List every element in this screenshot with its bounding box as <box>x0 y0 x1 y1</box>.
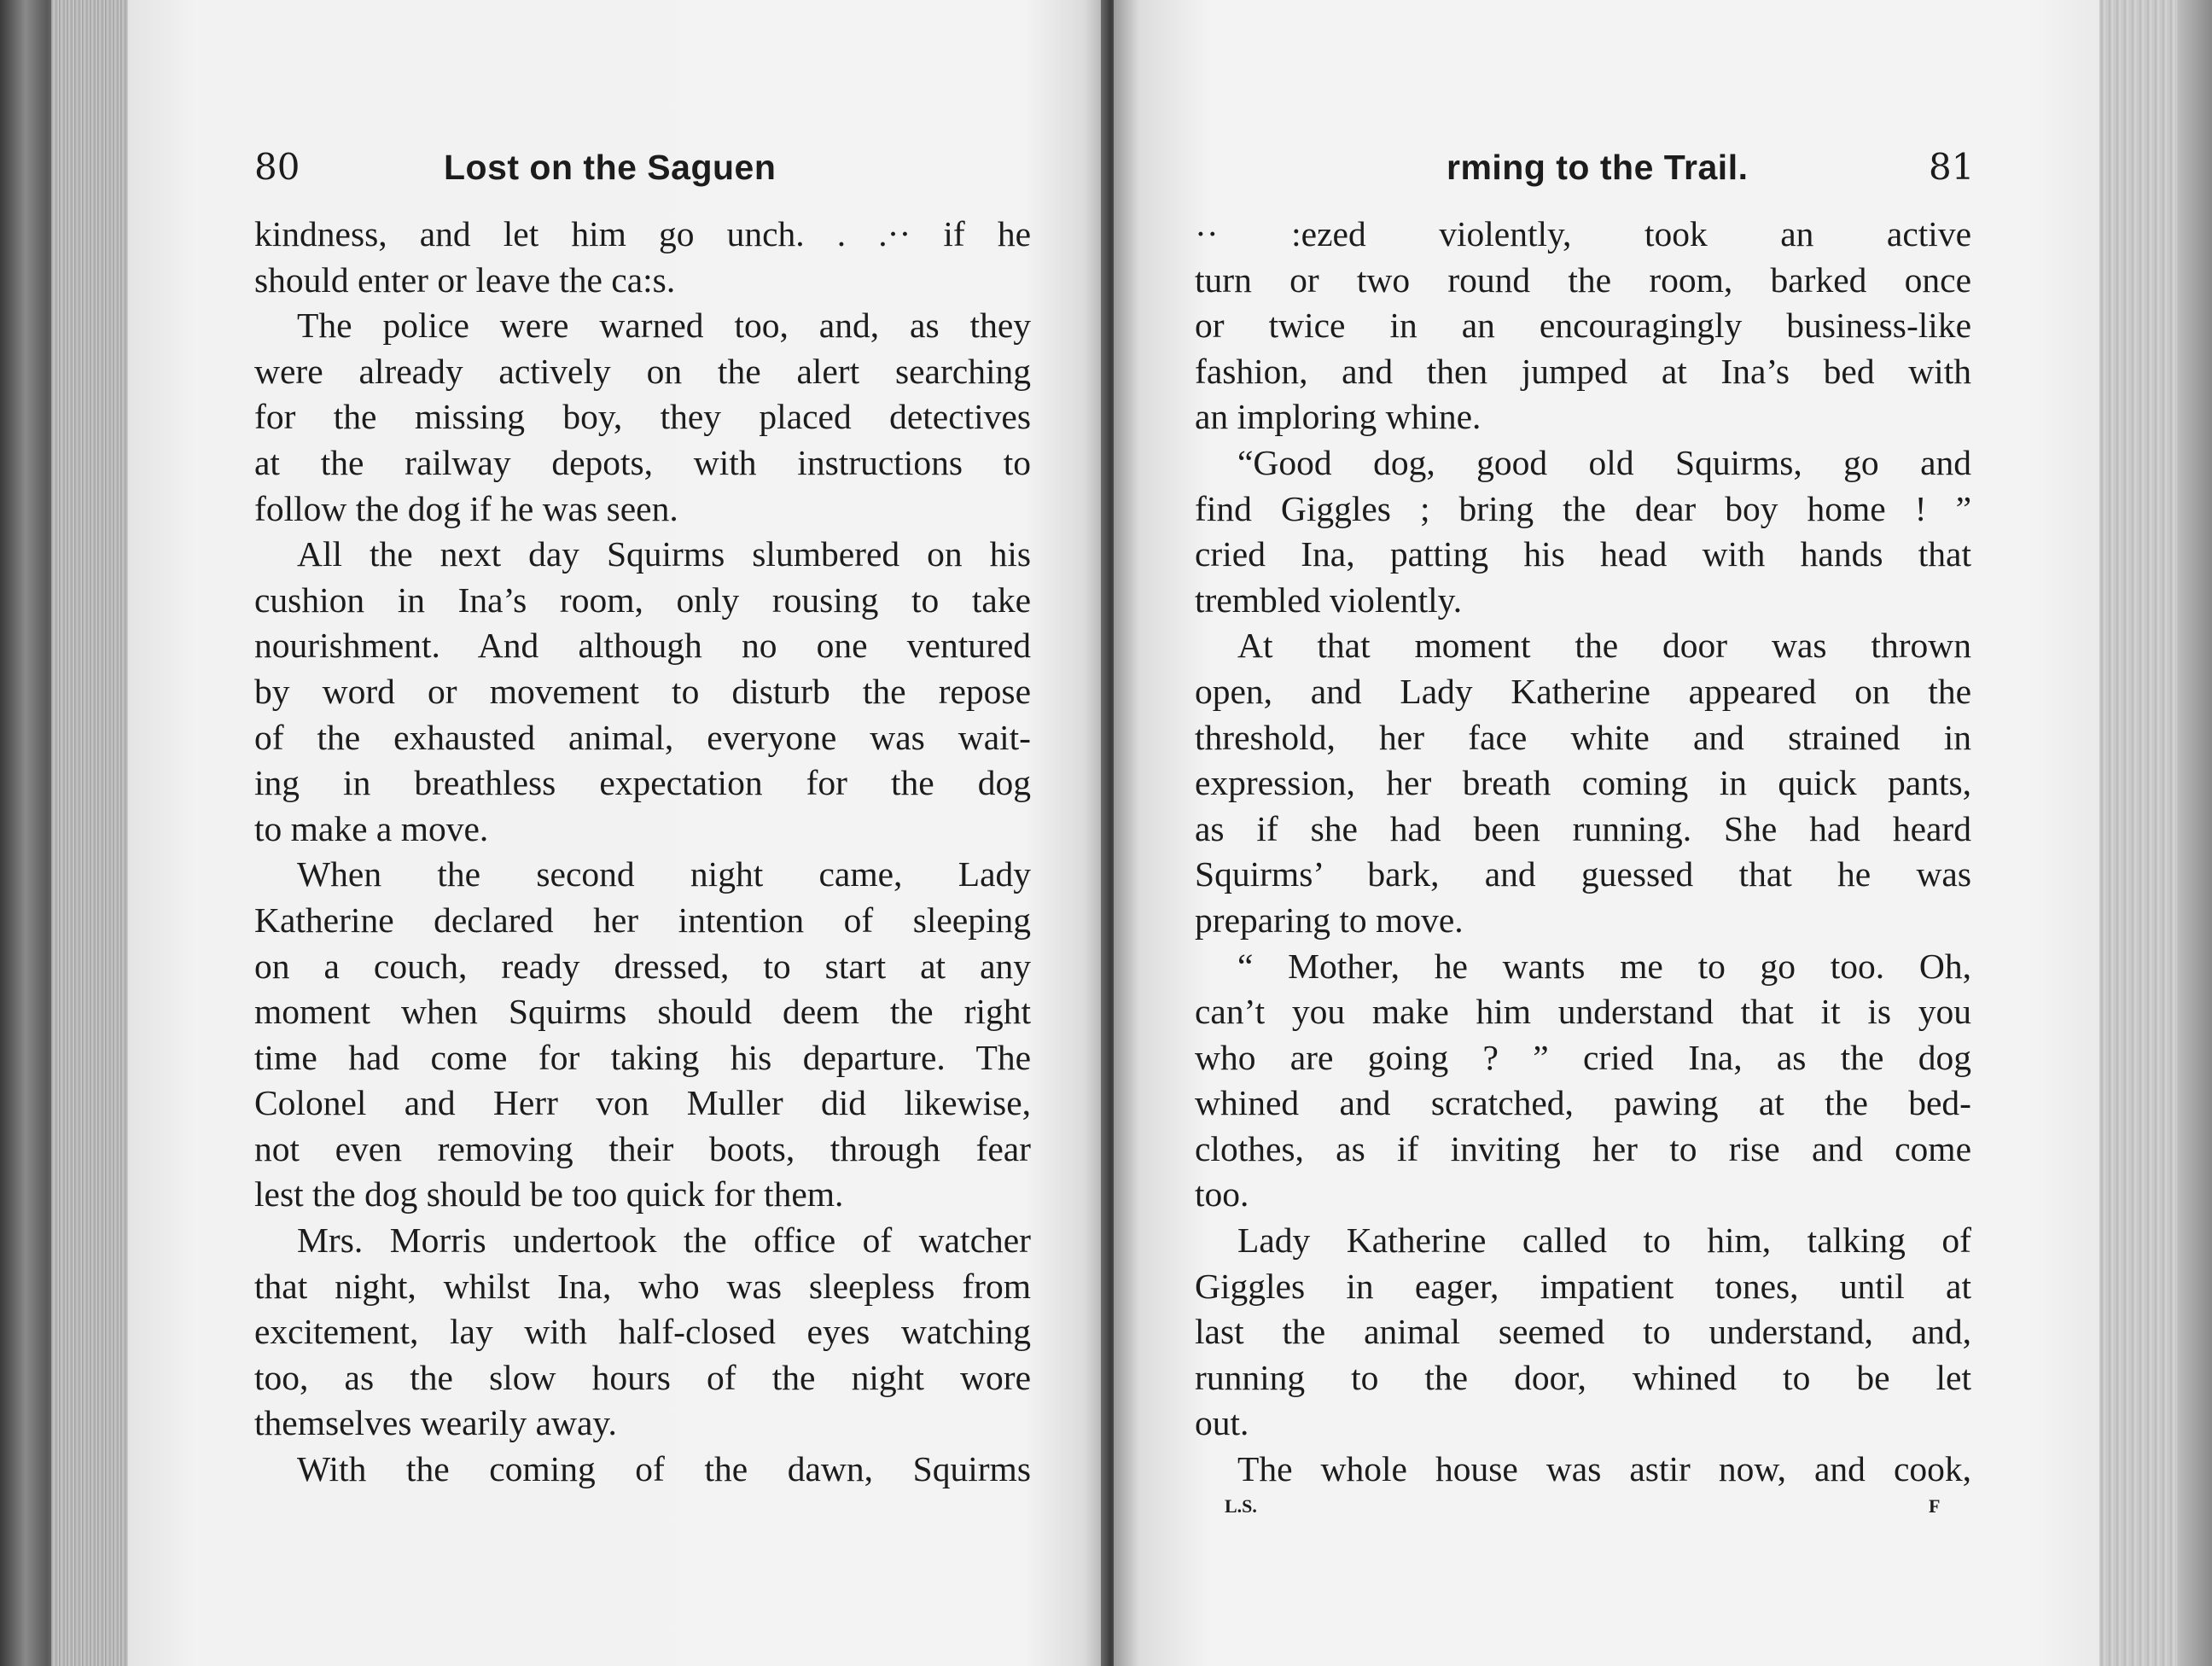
left-running-head: Lost on the Saguen <box>444 148 777 187</box>
text-line: cried Ina, patting his head with hands that <box>1195 534 1971 574</box>
text-line: lest the dog should be too quick for them. <box>254 1174 844 1215</box>
text-line: running to the door, whined to be let <box>1195 1357 1971 1397</box>
text-line: that night, whilst Ina, who was sleepless from <box>254 1266 1031 1306</box>
text-line: at the railway depots, with instructions to <box>254 442 1031 482</box>
text-line: for the missing boy, they placed detectives <box>254 397 1031 437</box>
text-line: Squirms’ bark, and guessed that he was <box>1195 854 1971 894</box>
text-line: last the animal seemed to understand, and, <box>1195 1312 1971 1352</box>
text-line: The whole house was astir now, and cook, <box>1237 1449 1971 1489</box>
text-line: to make a move. <box>254 808 489 848</box>
text-line: of the exhausted animal, everyone was wait- <box>254 717 1031 757</box>
text-line: clothes, as if inviting her to rise and come <box>1195 1128 1971 1168</box>
text-line: moment when Squirms should deem the right <box>254 992 1031 1032</box>
text-line: Lady Katherine called to him, talking of <box>1237 1220 1971 1261</box>
text-line: who are going ? ” cried Ina, as the dog <box>1195 1037 1971 1077</box>
text-line: The police were warned too, and, as they <box>297 306 1031 346</box>
text-line: open, and Lady Katherine appeared on the <box>1195 671 1971 711</box>
right-page-number: 81 <box>1929 146 1975 188</box>
text-line: should enter or leave the ca:s. <box>254 259 676 300</box>
left-page-body <box>254 212 1031 1493</box>
text-line: “ Mother, he wants me to go too. Oh, <box>1237 946 1971 986</box>
text-line: ing in breathless expectation for the dog <box>254 763 1031 803</box>
text-line: or twice in an encouragingly business-like <box>1195 306 1971 346</box>
text-line: excitement, lay with half-closed eyes watching <box>254 1312 1031 1352</box>
text-line: themselves wearily away. <box>254 1403 617 1443</box>
text-line: “Good dog, good old Squirms, go and <box>1237 442 1971 482</box>
text-line: trembled violently. <box>1195 580 1463 620</box>
text-line: not even removing their boots, through fear <box>254 1128 1031 1168</box>
text-line: find Giggles ; bring the dear boy home ! ” <box>1195 488 1971 528</box>
text-line: preparing to move. <box>1195 900 1464 940</box>
text-line: With the coming of the dawn, Squirms <box>297 1449 1031 1489</box>
text-line: All the next day Squirms slumbered on his <box>297 534 1031 574</box>
text-line: too. <box>1195 1174 1249 1215</box>
right-running-head: rming to the Trail. <box>1447 148 1749 187</box>
left-page-number: 80 <box>254 146 300 188</box>
text-line: time had come for taking his departure. The <box>254 1037 1031 1077</box>
text-line: an imploring whine. <box>1195 397 1481 437</box>
text-line: Giggles in eager, impatient tones, until at <box>1195 1266 1971 1306</box>
text-line: as if she had been running. She had heard <box>1195 808 1971 848</box>
text-line: can’t you make him understand that it is you <box>1195 992 1971 1032</box>
text-line: were already actively on the alert searching <box>254 351 1031 391</box>
text-line: cushion in Ina’s room, only rousing to take <box>254 580 1031 620</box>
text-line: ·· :ezed violently, took an active <box>1195 214 1971 253</box>
text-line: nourishment. And although no one ventured <box>254 626 1031 666</box>
left-page-edges <box>51 0 132 1666</box>
left-page <box>128 0 1109 1666</box>
text-line: kindness, and let him go unch. . .·· if he <box>254 214 1031 253</box>
text-line: whined and scratched, pawing at the bed- <box>1195 1083 1971 1123</box>
text-line: too, as the slow hours of the night wore <box>254 1357 1031 1397</box>
text-line: Mrs. Morris undertook the office of watcher <box>297 1220 1031 1261</box>
text-line: follow the dog if he was seen. <box>254 488 678 528</box>
text-line: threshold, her face white and strained in <box>1195 717 1971 757</box>
signature-mark-left: L.S. <box>1225 1495 1257 1517</box>
signature-mark-right: F <box>1929 1495 1941 1517</box>
right-page <box>1114 0 2121 1666</box>
text-line: by word or movement to disturb the repose <box>254 671 1031 711</box>
text-line: on a couch, ready dressed, to start at any <box>254 946 1031 986</box>
text-line: Colonel and Herr von Muller did likewise, <box>254 1083 1031 1123</box>
right-page-body <box>1195 212 1971 1493</box>
text-line: expression, her breath coming in quick pants, <box>1195 763 1971 803</box>
text-line: fashion, and then jumped at Ina’s bed with <box>1195 351 1971 391</box>
text-line: out. <box>1195 1403 1249 1443</box>
right-page-edges <box>2099 0 2212 1666</box>
text-line: Katherine declared her intention of sleeping <box>254 900 1031 940</box>
text-line: turn or two round the room, barked once <box>1195 259 1971 300</box>
text-line: At that moment the door was thrown <box>1237 626 1971 666</box>
text-line: When the second night came, Lady <box>297 854 1031 894</box>
